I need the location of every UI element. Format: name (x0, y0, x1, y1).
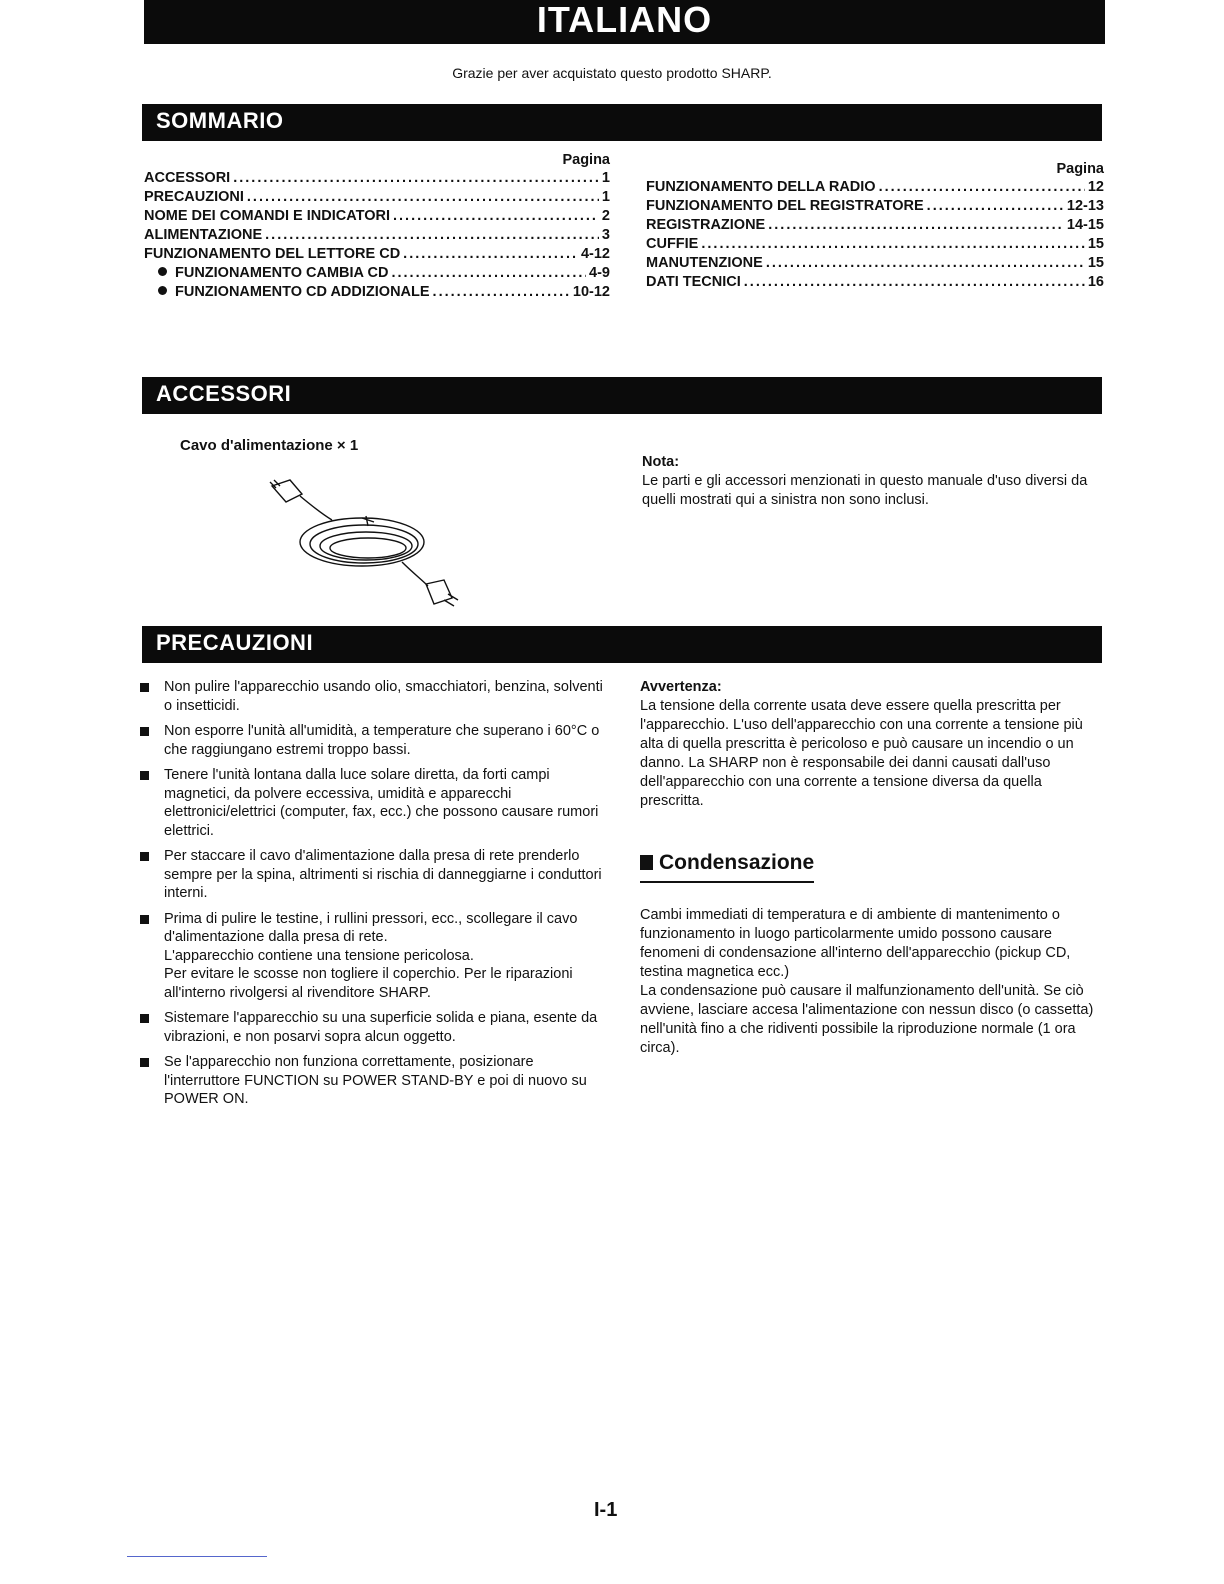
square-bullet-icon (140, 852, 149, 861)
list-item: Non pulire l'apparecchio usando olio, smacchiatori, benzina, solventi o insetticidi. (138, 678, 606, 715)
square-bullet-icon (140, 727, 149, 736)
toc-entry: MANUTENZIONE ..... 15 (646, 255, 1104, 274)
list-item: Sistemare l'apparecchio su una superficie solida e piana, esente da vibrazioni, e non posarvi sopra alcun oggetto. (138, 1009, 606, 1046)
section-bar-sommario (142, 104, 1102, 141)
square-bullet-icon (140, 771, 149, 780)
warning-title: Avvertenza: (640, 679, 722, 695)
list-item: Non esporre l'unità all'umidità, a temperature che superano i 60°C o che raggiungano estremi troppo bassi. (138, 722, 606, 759)
toc-entry: FUNZIONAMENTO DEL REGISTRATORE ..... 12-13 (646, 198, 1104, 217)
toc-page-header: Pagina (1056, 161, 1104, 177)
list-item: Per staccare il cavo d'alimentazione dalla presa di rete prenderlo sempre per la spina, altrimenti si rischia di danneggiarne i conduttori interni. (138, 847, 606, 903)
page-number: I-1 (594, 1499, 618, 1521)
toc-entry: FUNZIONAMENTO DEL LETTORE CD ..... 4-12 (144, 246, 610, 265)
square-bullet-icon (640, 855, 653, 870)
toc-entry: PRECAUZIONI ..... 1 (144, 189, 610, 208)
square-bullet-icon (140, 1058, 149, 1067)
toc-entry: ALIMENTAZIONE ..... 3 (144, 227, 610, 246)
toc-entry: FUNZIONAMENTO DELLA RADIO ..... 12 (646, 179, 1104, 198)
toc-entry: NOME DEI COMANDI E INDICATORI ..... 2 (144, 208, 610, 227)
section-title-precauzioni: PRECAUZIONI (156, 630, 314, 655)
bullet-icon (158, 267, 167, 276)
condensation-paragraph: La condensazione può causare il malfunzionamento dell'unità. Se ciò avviene, lasciare accesa l'alimentazione con nessun disco (o cassetta) nell'unità fino a che ridiventi possibile la riproduzione normale (1 ora circa). (640, 983, 1094, 1056)
list-item: Tenere l'unità lontana dalla luce solare diretta, da forti campi magnetici, da polvere eccessiva, umidità e apparecchi elettronici/elettrici (computer, fax, ecc.) che possono causare rumori elettrici. (138, 766, 606, 840)
toc-sub-entry: FUNZIONAMENTO CD ADDIZIONALE ..... 10-12 (144, 284, 610, 303)
accessory-note (642, 453, 1104, 510)
power-cord-illustration (262, 476, 462, 611)
section-title-accessori: ACCESSORI (156, 381, 292, 406)
toc-entry: ACCESSORI ..... 1 (144, 170, 610, 189)
precautions-list (138, 678, 606, 1116)
condensation-heading: Condensazione (640, 851, 814, 883)
intro-text: Grazie per aver acquistato questo prodotto SHARP. (452, 65, 772, 81)
toc-entry: REGISTRAZIONE ..... 14-15 (646, 217, 1104, 236)
square-bullet-icon (140, 915, 149, 924)
condensation-text (640, 906, 1098, 1058)
square-bullet-icon (140, 1014, 149, 1023)
section-bar-accessori (142, 377, 1102, 414)
note-text: Le parti e gli accessori menzionati in questo manuale d'uso diversi da quelli mostrati qui a sinistra non sono inclusi. (642, 473, 1088, 508)
page-title: ITALIANO (536, 0, 713, 40)
toc-right-column (646, 161, 1104, 293)
toc-entry: DATI TECNICI ..... 16 (646, 274, 1104, 293)
list-item: Se l'apparecchio non funziona correttamente, posizionare l'interruttore FUNCTION su POWER STAND-BY e poi di nuovo su POWER ON. (138, 1053, 606, 1109)
footer-rule (127, 1556, 267, 1557)
toc-left-column (144, 152, 610, 303)
bullet-icon (158, 286, 167, 295)
section-bar-precauzioni (142, 626, 1102, 663)
toc-page-header: Pagina (562, 152, 610, 168)
note-title: Nota: (642, 454, 680, 470)
warning-block (640, 678, 1100, 811)
page-title-banner (144, 0, 1105, 44)
condensation-paragraph: Cambi immediati di temperatura e di ambiente di mantenimento o funzionamento in luogo particolarmente umido possono causare fenomeni di condensazione all'interno dell'apparecchio (pickup CD, testina magnetica ecc.) (640, 907, 1071, 980)
warning-text: La tensione della corrente usata deve essere quella prescritta per l'apparecchio. L'uso dell'apparecchio con una corrente a tensione più alta di quella prescritta è pericoloso e può causare un incendio o un danno. La SHARP non è responsabile dei danni causati dall'uso dell'apparecchio con una corrente a tensione diversa da quella prescritta. (640, 698, 1083, 809)
square-bullet-icon (140, 683, 149, 692)
toc-entry: CUFFIE ..... 15 (646, 236, 1104, 255)
section-title-sommario: SOMMARIO (156, 108, 284, 133)
toc-sub-entry: FUNZIONAMENTO CAMBIA CD ..... 4-9 (144, 265, 610, 284)
accessory-caption: Cavo d'alimentazione × 1 (180, 437, 359, 454)
list-item: Prima di pulire le testine, i rullini pressori, ecc., scollegare il cavo d'alimentazione dalla presa di rete. L'apparecchio contiene una tensione pericolosa. Per evitare le scosse non togliere il coperchio. Per le riparazioni all'interno rivolgersi al rivenditore SHARP. (138, 910, 606, 1003)
